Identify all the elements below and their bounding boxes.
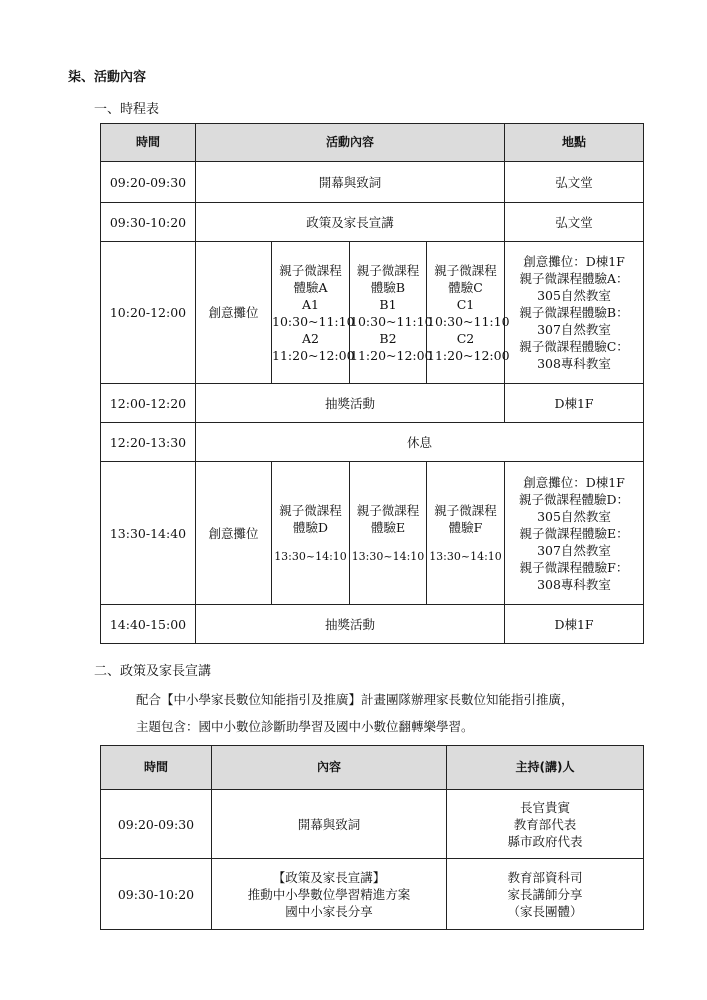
content-line: 推動中小學數位學習精進方案 (247, 886, 411, 902)
location-line: 308專科教室 (537, 576, 611, 592)
content-line: 開幕與致詞 (297, 816, 361, 832)
activity-cell: 政策及家長宣講 (196, 203, 505, 242)
header-location: 地點 (505, 124, 644, 162)
policy-heading: 二、政策及家長宣講 (94, 664, 212, 679)
time-cell: 10:20-12:00 (101, 242, 196, 384)
location-line: 307自然教室 (537, 322, 611, 337)
host-line: 教育部資科司 (507, 869, 583, 885)
time-cell: 12:00-12:20 (101, 384, 196, 423)
course-cell-b (350, 242, 433, 384)
content-line: 國中小家長分享 (285, 903, 373, 919)
booth-cell: 創意攤位 (196, 462, 272, 605)
table-row (101, 605, 644, 644)
activity-cell: 抽獎活動 (196, 384, 505, 423)
location-line: 親子微課程體驗B： (519, 305, 629, 320)
course-title: 體驗A (293, 279, 328, 295)
policy-header-row (101, 746, 644, 790)
host-cell (447, 790, 644, 859)
policy-paragraph-2: 主題包含：國中小數位診斷助學習及國中小數位翻轉樂學習。 (136, 719, 474, 734)
header-activity: 活動內容 (196, 124, 505, 162)
content-cell (212, 790, 447, 859)
course-title: 體驗C (448, 279, 483, 295)
header-host: 主持(講)人 (447, 746, 644, 790)
table-row (101, 162, 644, 203)
time-cell: 12:20-13:30 (101, 423, 196, 462)
host-line: 教育部代表 (513, 816, 577, 832)
session-label: C2 (456, 330, 475, 346)
course-title: 親子微課程 (356, 502, 420, 518)
header-content: 內容 (212, 746, 447, 790)
time-cell: 09:20-09:30 (101, 790, 212, 859)
time-cell: 14:40-15:00 (101, 605, 196, 644)
host-line: 縣市政府代表 (507, 833, 583, 849)
location-cell: D棟1F (505, 384, 644, 423)
activity-cell: 開幕與致詞 (196, 162, 505, 203)
session-time: 11:20~12:00 (272, 347, 355, 363)
session-time: 10:30~11:10 (272, 313, 355, 329)
table-row (101, 462, 644, 605)
content-line: 【政策及家長宣講】 (272, 869, 386, 885)
session-label: B2 (379, 330, 397, 346)
table-row (101, 859, 644, 930)
activity-cell: 抽獎活動 (196, 605, 505, 644)
header-time: 時間 (101, 746, 212, 790)
session-time: 10:30~11:10 (350, 313, 433, 329)
session-label: C1 (456, 296, 475, 312)
session-time: 13:30~14:10 (429, 549, 502, 563)
location-line: 親子微課程體驗A： (519, 271, 629, 286)
session-label: A2 (302, 330, 319, 346)
table-row (101, 242, 644, 384)
location-line: 305自然教室 (537, 508, 611, 524)
course-title: 體驗D (292, 519, 329, 535)
course-title: 親子微課程 (434, 502, 497, 518)
session-time: 11:20~12:00 (350, 347, 433, 363)
content-cell (212, 859, 447, 930)
location-cell: 弘文堂 (505, 162, 644, 203)
course-title: 體驗B (370, 279, 406, 295)
schedule-header-row (101, 124, 644, 162)
activity-cell: 休息 (196, 423, 644, 462)
session-time: 13:30~14:10 (274, 549, 347, 563)
location-line: 親子微課程體驗D： (519, 491, 630, 507)
session-label: A1 (302, 296, 319, 312)
location-cell (505, 462, 644, 605)
course-title: 親子微課程 (356, 262, 420, 278)
session-time: 10:30~11:10 (427, 313, 510, 329)
policy-table (100, 745, 644, 930)
schedule-table (100, 123, 644, 644)
course-title: 親子微課程 (279, 502, 342, 518)
location-line: 親子微課程體驗E： (519, 525, 629, 541)
schedule-heading: 一、時程表 (94, 102, 160, 117)
course-cell-a (272, 242, 355, 384)
table-row (101, 203, 644, 242)
location-line: 親子微課程體驗F： (519, 559, 629, 575)
host-line: 家長講師分享 (507, 886, 583, 902)
time-cell: 09:30-10:20 (101, 203, 196, 242)
location-line: 創意攤位：D棟1F (523, 474, 625, 490)
location-line: 308專科教室 (537, 356, 611, 371)
location-cell (505, 242, 644, 384)
policy-paragraph-1: 配合【中小學家長數位知能指引及推廣】計畫團隊辦理家長數位知能指引推廣， (136, 692, 574, 707)
course-title: 親子微課程 (434, 262, 497, 278)
booth-cell: 創意攤位 (196, 242, 272, 384)
course-cell-d (272, 462, 350, 605)
time-cell: 09:20-09:30 (101, 162, 196, 203)
session-label: B1 (379, 296, 397, 312)
location-line: 305自然教室 (537, 288, 611, 303)
location-line: 創意攤位：D棟1F (523, 254, 625, 269)
time-cell: 09:30-10:20 (101, 859, 212, 930)
course-title: 體驗F (448, 519, 483, 535)
host-line: 長官貴賓 (519, 799, 570, 815)
location-line: 親子微課程體驗C： (519, 339, 629, 354)
location-cell: D棟1F (505, 605, 644, 644)
section-title: 柒、活動內容 (68, 70, 147, 85)
time-cell: 13:30-14:40 (101, 462, 196, 605)
host-cell (447, 859, 644, 930)
session-time: 11:20~12:00 (427, 347, 510, 363)
course-cell-f (427, 462, 505, 605)
course-title: 親子微課程 (279, 262, 342, 278)
table-row (101, 423, 644, 462)
course-title: 體驗E (370, 519, 406, 535)
table-row (101, 790, 644, 859)
session-time: 13:30~14:10 (351, 549, 425, 563)
host-line: （家長團體） (507, 903, 583, 919)
course-cell-e (350, 462, 427, 605)
table-row (101, 384, 644, 423)
header-time: 時間 (101, 124, 196, 162)
location-cell: 弘文堂 (505, 203, 644, 242)
location-line: 307自然教室 (537, 542, 611, 558)
course-cell-c (427, 242, 510, 384)
